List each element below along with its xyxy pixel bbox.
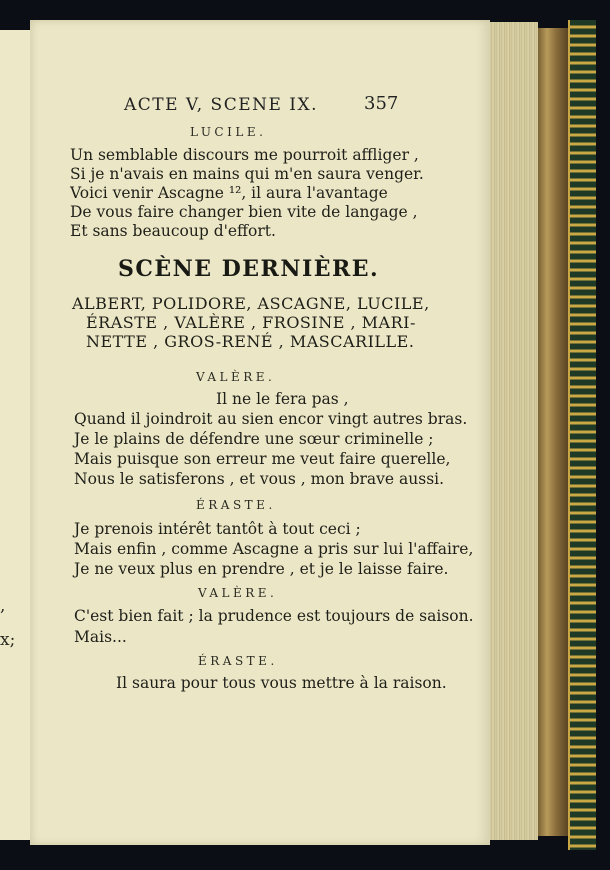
verse-line: Et sans beaucoup d'effort.: [70, 222, 276, 240]
left-page-fragment: ,: [0, 596, 6, 616]
speaker-name: VALÈRE.: [198, 586, 278, 600]
verse-line: Mais...: [74, 628, 127, 646]
speaker-name: VALÈRE.: [196, 370, 276, 384]
verse-line: Quand il joindroit au sien encor vingt autres bras.: [74, 410, 468, 428]
verse-line: C'est bien fait ; la prudence est toujours de saison.: [74, 607, 474, 625]
cast-line: ÉRASTE , VALÈRE , FROSINE , MARI-: [86, 313, 416, 332]
speaker-name: LUCILE.: [190, 125, 267, 139]
left-page-edge: [0, 30, 31, 840]
gilt-edge: [538, 28, 568, 836]
cast-line: ALBERT, POLIDORE, ASCAGNE, LUCILE,: [72, 294, 430, 313]
verse-line: Il ne le fera pas ,: [216, 390, 349, 408]
running-title: ACTE V, SCENE IX.: [124, 95, 319, 115]
speaker-name: ÉRASTE.: [198, 654, 278, 668]
verse-line: De vous faire changer bien vite de langage ,: [70, 203, 418, 221]
verse-line: Nous le satisferons , et vous , mon brave aussi.: [74, 470, 445, 488]
verse-line: Mais puisque son erreur me veut faire querelle,: [74, 450, 451, 468]
page-edges: [490, 22, 538, 840]
cast-line: NETTE , GROS-RENÉ , MASCARILLE.: [86, 332, 415, 351]
verse-line: Je prenois intérêt tantôt à tout ceci ;: [74, 520, 361, 538]
page-number: 357: [364, 93, 399, 114]
left-page-fragment: x;: [0, 630, 16, 650]
verse-line: Il saura pour tous vous mettre à la raison.: [116, 674, 447, 692]
scene-title: SCÈNE DERNIÈRE.: [118, 256, 380, 282]
verse-line: Je ne veux plus en prendre , et je le laisse faire.: [74, 560, 449, 578]
verse-line: Voici venir Ascagne ¹², il aura l'avantage: [70, 184, 388, 202]
verse-line: Un semblable discours me pourroit affliger ,: [70, 146, 419, 164]
speaker-name: ÉRASTE.: [196, 498, 276, 512]
book-spine: [568, 20, 596, 850]
verse-line: Je le plains de défendre une sœur criminelle ;: [74, 430, 434, 448]
verse-line: Si je n'avais en mains qui m'en saura venger.: [70, 165, 424, 183]
verse-line: Mais enfin , comme Ascagne a pris sur lui l'affaire,: [74, 540, 474, 558]
